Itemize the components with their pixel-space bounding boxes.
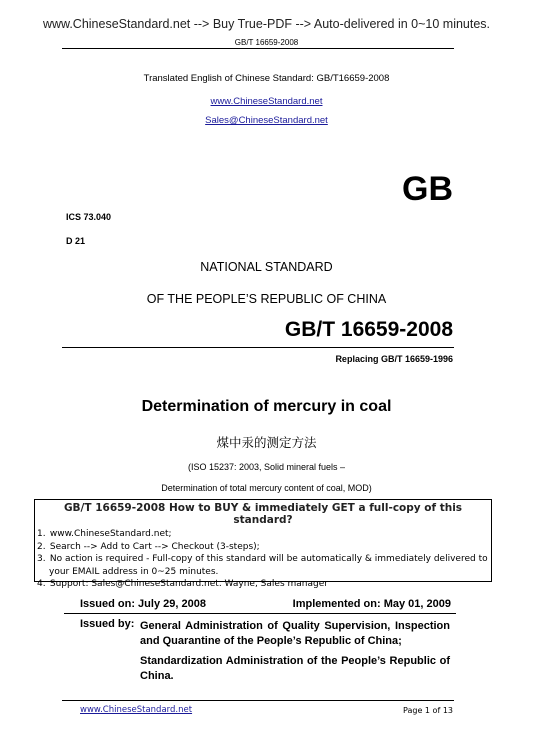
site-link[interactable]: www.ChineseStandard.net (210, 96, 323, 107)
implemented-on-date: Implemented on: May 01, 2009 (292, 598, 451, 610)
issued-on-date: Issued on: July 29, 2008 (80, 598, 206, 610)
republic-heading: OF THE PEOPLE’S REPUBLIC OF CHINA (146, 292, 387, 306)
header-standard-code: GB/T 16659-2008 (234, 38, 299, 47)
national-standard-heading: NATIONAL STANDARD (200, 260, 333, 274)
buy-step-continuation: your EMAIL address in 0~25 minutes. (49, 566, 219, 577)
footer-divider (62, 700, 454, 701)
buy-step: 4. Support: Sales@ChineseStandard.net. Wayne, Sales manager (37, 579, 328, 589)
classification-code: D 21 (66, 236, 86, 246)
document-title: Determination of mercury in coal (141, 398, 392, 415)
buy-step[interactable]: 1. www.ChineseStandard.net; (37, 529, 172, 539)
header-top-link[interactable]: www.ChineseStandard.net --> Buy True-PDF --> Auto-delivered in 0~10 minutes. (42, 17, 491, 31)
issue-divider (64, 613, 456, 614)
issuing-organization-1: General Administration of Quality Supervision, Inspection and Quarantine of the People’s Republic of China; (140, 620, 450, 647)
replacing-note: Replacing GB/T 16659-1996 (335, 354, 453, 364)
buy-step: 3. No action is required - Full-copy of this standard will be automatically & immediately delivered to (37, 554, 488, 564)
document-title-chinese: 煤中汞的测定方法 (216, 436, 317, 450)
issued-by-label: Issued by: (80, 618, 135, 630)
header-divider (62, 48, 454, 49)
issuing-organization-2: Standardization Administration of the People’s Republic of China. (140, 655, 450, 682)
page-number: Page 1 of 13 (403, 706, 453, 715)
standard-divider (62, 347, 454, 348)
email-link-wrapper (0, 110, 533, 128)
iso-reference-line1: (ISO 15237: 2003, Solid mineral fuels – (187, 462, 346, 472)
email-link[interactable]: Sales@ChineseStandard.net (205, 115, 328, 126)
iso-reference-line2: Determination of total mercury content of coal, MOD) (161, 483, 372, 493)
buy-box-heading: GB/T 16659-2008 How to BUY & immediately GET a full-copy of this standard? (63, 502, 463, 526)
footer-site-link[interactable]: www.ChineseStandard.net (80, 705, 193, 715)
buy-info-box (34, 499, 492, 589)
translated-notice: Translated English of Chinese Standard: GB/T16659-2008 (143, 73, 390, 84)
site-link-wrapper (0, 91, 533, 109)
standard-number: GB/T 16659-2008 (284, 318, 453, 341)
buy-steps-list (35, 528, 491, 591)
ics-code: ICS 73.040 (66, 212, 112, 222)
gb-mark: GB (402, 170, 453, 208)
buy-step: 2. Search --> Add to Cart --> Checkout (3-steps); (37, 541, 260, 552)
